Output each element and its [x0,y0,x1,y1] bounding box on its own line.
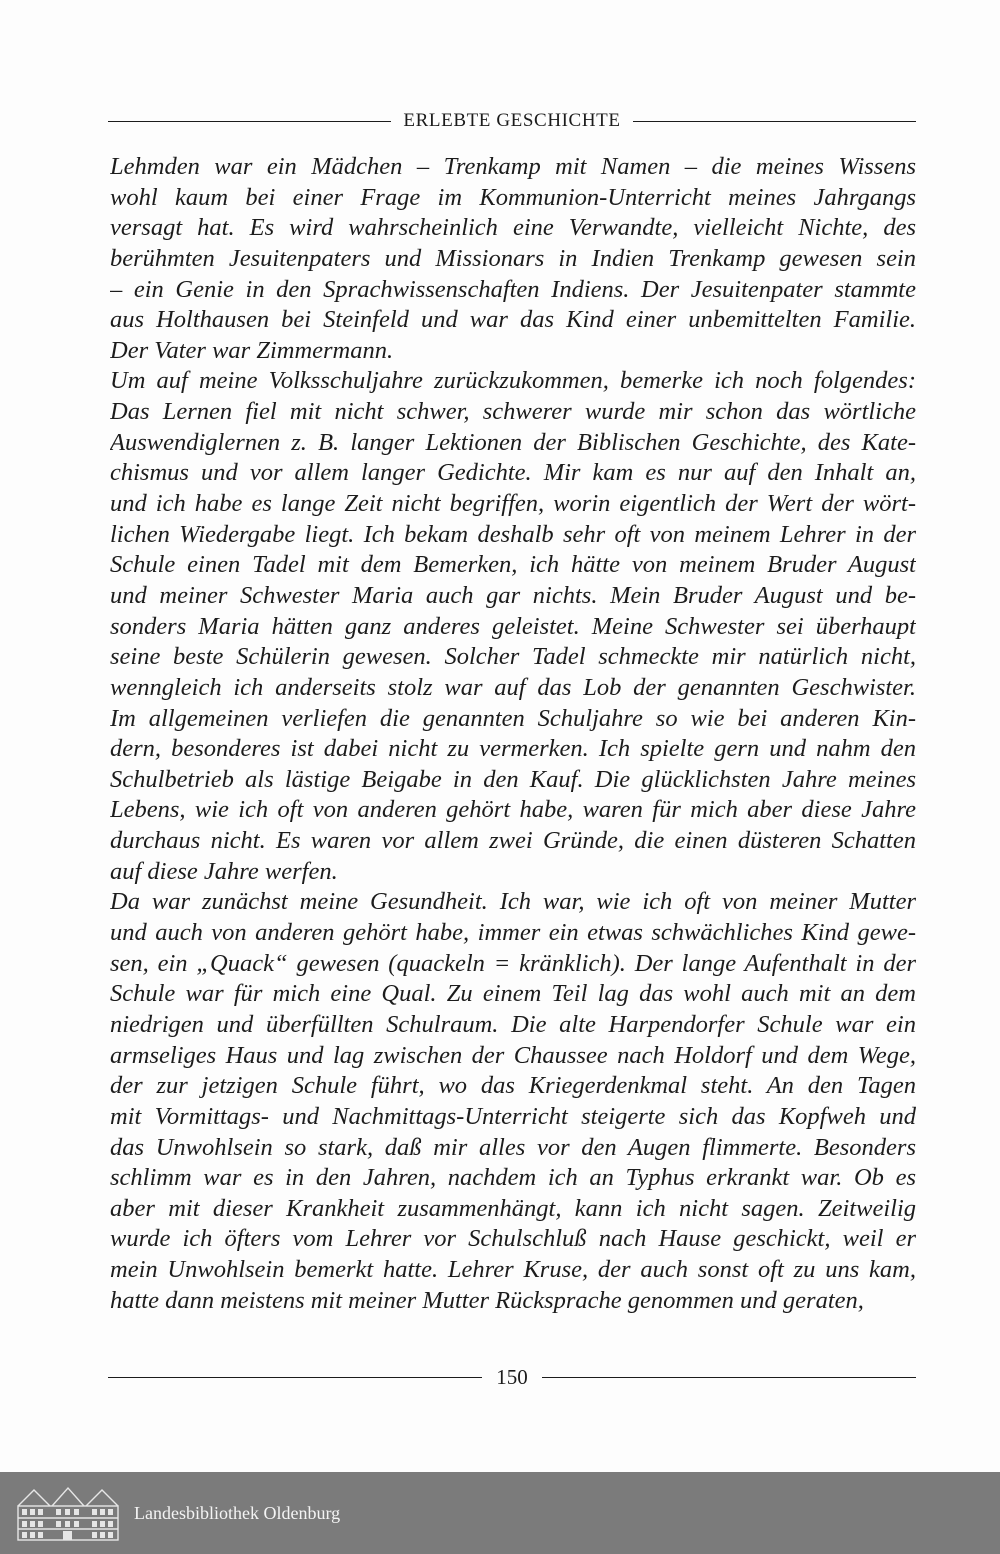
text-line: und ich habe es lange Zeit nicht begriffen, worin eigentlich der Wert der wört- [110,490,916,518]
text-line: mit Vormittags- und Nachmittags-Unterricht steigerte sich das Kopfweh und [110,1102,916,1130]
text-line: das Unwohlsein so stark, daß mir alles vor den Augen flimmerte. Besonders [110,1133,916,1161]
text-line: chismus und vor allem langer Gedichte. Mir kam es nur auf den Inhalt an, [110,459,916,487]
text-line: Schule war für mich eine Qual. Zu einem Teil lag das wohl auch mit an dem [110,980,916,1008]
text-line: sonders Maria hätten ganz anderes geleistet. Meine Schwester sei überhaupt [110,612,916,640]
text-line: Da war zunächst meine Gesundheit. Ich war, wie ich oft von meiner Mutter [110,888,916,916]
body-text [110,152,916,1316]
text-line: der zur jetzigen Schule führt, wo das Kriegerdenkmal steht. An den Tagen [110,1072,916,1100]
text-line: aus Holthausen bei Steinfeld und war das Kind einer unbemittelten Familie. [110,306,916,334]
text-line: Das Lernen fiel mit nicht schwer, schwerer wurde mir schon das wörtliche [110,398,916,426]
text-line: Lebens, wie ich oft von anderen gehört habe, waren für mich aber diese Jahre [110,796,916,824]
library-building-icon [14,1482,122,1544]
text-line: Lehmden war ein Mädchen – Trenkamp mit Namen – die meines Wissens [110,153,916,180]
header-rule-left [108,121,391,122]
text-line: mein Unwohlsein bemerkt hatte. Lehrer Kruse, der auch sonst oft zu uns kam, [110,1256,916,1284]
footer-rule-left [108,1377,482,1378]
footer-rule-right [542,1377,916,1378]
text-line: Der Vater war Zimmermann. [110,336,394,364]
text-line: aber mit dieser Krankheit zusammenhängt, kann ich nicht sagen. Zeitweilig [110,1194,916,1222]
page-footer [108,1363,916,1391]
text-line: schlimm war es in den Jahren, nachdem ich an Typhus erkrankt war. Ob es [110,1164,916,1192]
text-line: Schulbetrieb als lästige Beigabe in den Kauf. Die glücklichsten Jahre meines [110,765,916,793]
text-line: Im allgemeinen verliefen die genannten Schuljahre so wie bei anderen Kin- [110,704,916,732]
library-name: Landesbibliothek Oldenburg [134,1502,341,1523]
text-line: auf diese Jahre werfen. [110,857,338,885]
header-rule-right [633,121,916,122]
text-line: versagt hat. Es wird wahrscheinlich eine Verwandte, vielleicht Nichte, des [110,214,916,242]
library-banner [0,1472,1000,1554]
text-line: seine beste Schülerin gewesen. Solcher Tadel schmeckte mir natürlich nicht, [110,643,916,671]
text-line: armseliges Haus und lag zwischen der Chaussee nach Holdorf und dem Wege, [110,1041,916,1069]
page-number: 150 [496,1364,528,1389]
text-line: wohl kaum bei einer Frage im Kommunion-Unterricht meines Jahrgangs [110,183,916,211]
text-line: wurde ich öfters vom Lehrer vor Schulschluß nach Hause geschickt, weil er [110,1225,916,1253]
text-line: und meiner Schwester Maria auch gar nichts. Mein Bruder August und be- [110,581,916,609]
text-line: Auswendiglernen z. B. langer Lektionen der Biblischen Geschichte, des Kate- [110,428,916,456]
text-line: durchaus nicht. Es waren vor allem zwei Gründe, die einen düsteren Schatten [110,827,916,855]
text-line: dern, besonderes ist dabei nicht zu vermerken. Ich spielte gern und nahm den [110,735,916,763]
text-line: Schule einen Tadel mit dem Bemerken, ich hätte von meinem Bruder August [110,551,916,579]
text-line: wenngleich ich anderseits stolz war auf das Lob der genannten Geschwister. [110,673,916,701]
running-header [108,108,916,134]
running-title: ERLEBTE GESCHICHTE [403,110,621,131]
text-line: berühmten Jesuitenpaters und Missionars in Indien Trenkamp gewesen sein [110,244,916,272]
text-line: lichen Wiedergabe liegt. Ich bekam deshalb sehr oft von meinem Lehrer in der [110,520,916,548]
text-line: und auch von anderen gehört habe, immer ein etwas schwächliches Kind gewe- [110,919,916,947]
text-line: Um auf meine Volksschuljahre zurückzukommen, bemerke ich noch folgendes: [110,367,916,395]
text-line: – ein Genie in den Sprachwissenschaften Indiens. Der Jesuitenpater stammte [110,275,916,303]
text-line: niedrigen und überfüllten Schulraum. Die alte Harpendorfer Schule war ein [110,1010,916,1038]
text-line: hatte dann meistens mit meiner Mutter Rücksprache genommen und geraten, [110,1286,864,1314]
text-line: sen, ein „Quack“ gewesen (quackeln = kränklich). Der lange Aufenthalt in der [110,949,916,977]
